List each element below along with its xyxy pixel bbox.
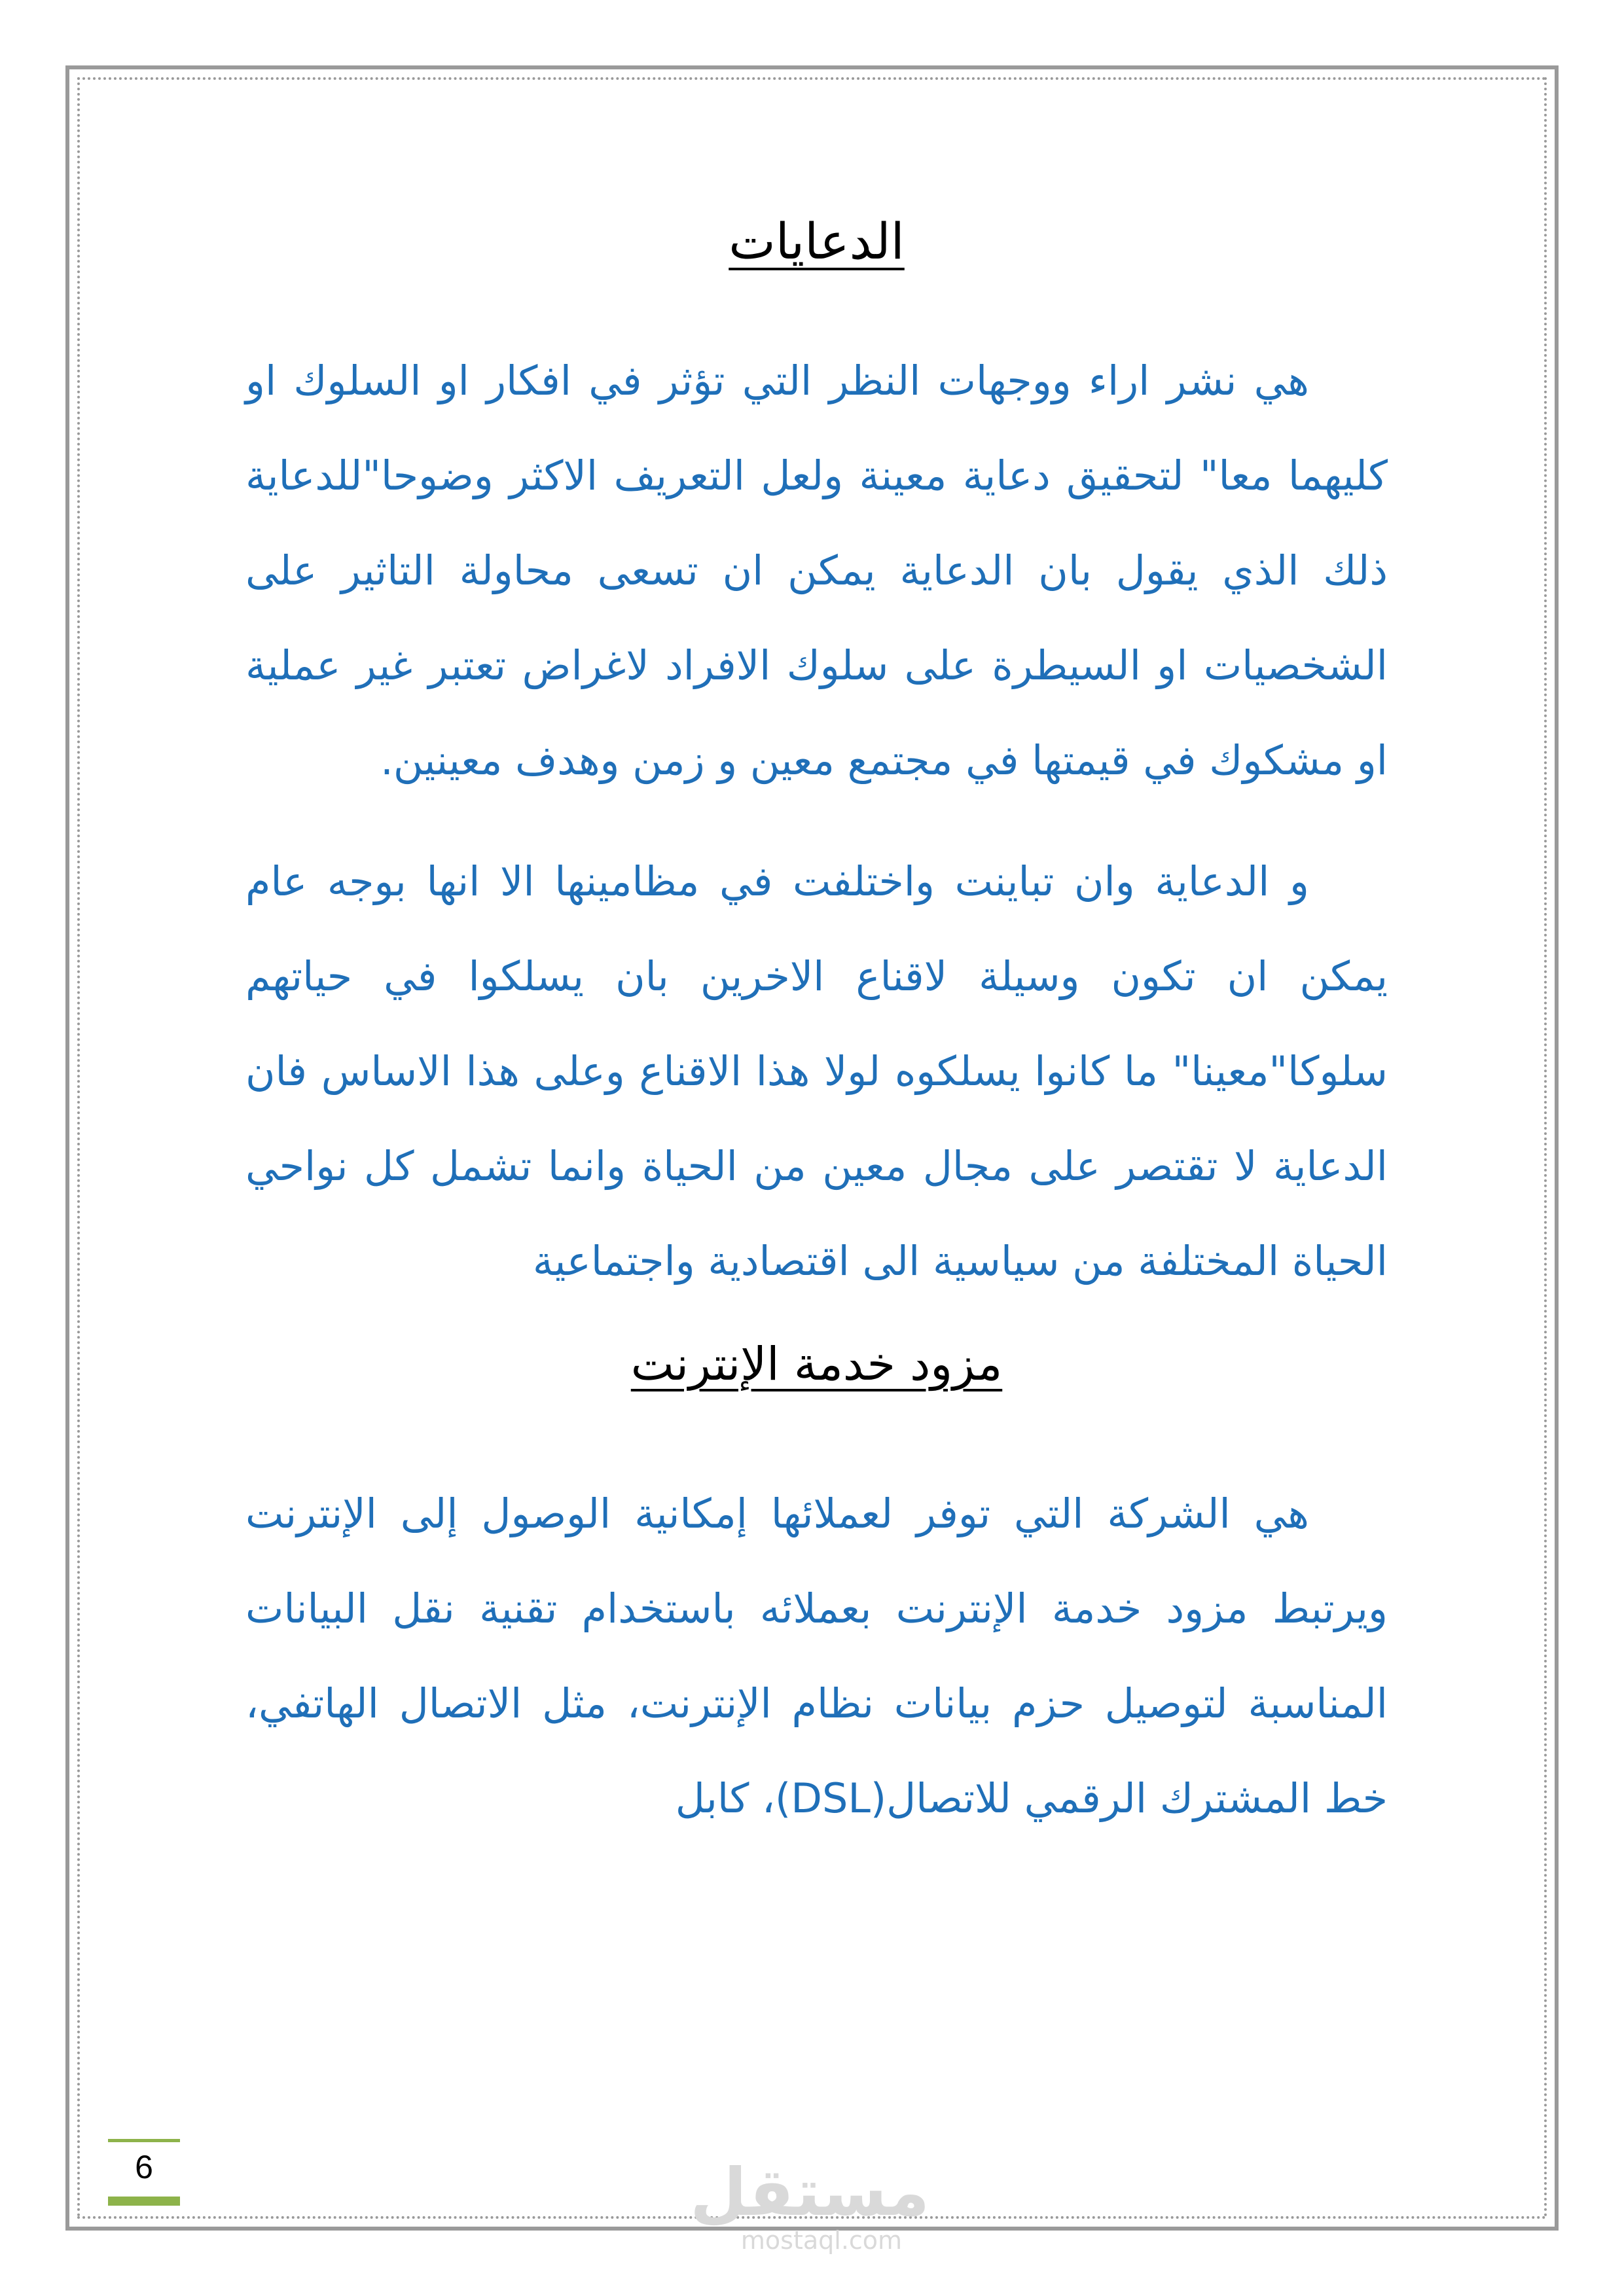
watermark-domain: mostaql.com	[740, 2226, 903, 2255]
page-number-block	[108, 2139, 180, 2204]
page-number-top-rule	[108, 2139, 180, 2142]
page-number-bottom-rule	[108, 2197, 180, 2206]
watermark	[690, 2154, 929, 2255]
watermark-logo: مستقل	[690, 2154, 929, 2231]
section-heading-isp: مزود خدمة الإنترنت	[630, 1336, 1003, 1391]
propaganda-paragraph-2: و الدعاية وان تباينت واختلفت في مظامينها الا انها بوجه عام يمكن ان تكون وسيلة لاقناع الاخرين بان يسلكوا في حياتهم سلوكا"معينا" ما كانوا يسلكوه لولا هذا الاقناع وعلى هذا الاساس فان الدعاية لا تقتصر على مجال معين من الحياة وانما تشمل كل نواحي الحياة المختلفة من سياسية الى اقتصادية واجتماعية	[245, 857, 1388, 1285]
isp-paragraph-1: هي الشركة التي توفر لعملائها إمكانية الوصول إلى الإنترنت ويرتبط مزود خدمة الإنترنت بعملائه باستخدام تقنية نقل البيانات المناسبة لتوصيل حزم بيانات نظام الإنترنت، مثل الاتصال الهاتفي، خط المشترك الرقمي للاتصال(DSL)، كابل	[245, 1489, 1388, 1822]
propaganda-paragraph-1: هي نشر اراء ووجهات النظر التي تؤثر في افكار او السلوك او كليهما معا" لتحقيق دعاية معينة ولعل التعريف الاكثر وضوحا"للدعاية ذلك الذي يقول بان الدعاية يمكن ان تسعى محاولة التاثير على الشخصيات او السيطرة على سلوك الافراد لاغراض تعتبر غير عملية او مشكوك في قيمتها في مجتمع معين و زمن وهدف معينين.	[245, 356, 1388, 784]
section-heading-propaganda: الدعايات	[729, 212, 905, 270]
document-body	[245, 209, 1388, 1846]
page-number: 6	[135, 2149, 153, 2185]
